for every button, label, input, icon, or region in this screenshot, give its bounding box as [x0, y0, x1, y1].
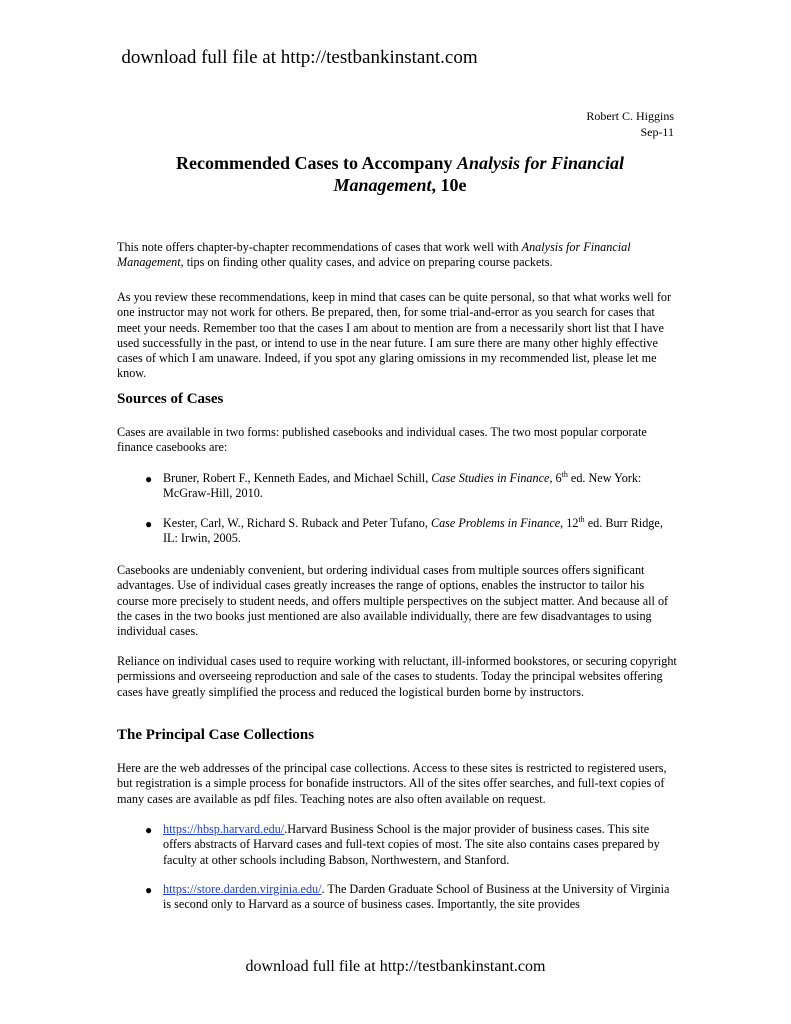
darden-description: . The Darden Graduate School of Business at the University of Virginia is second only to Harvard as a source of business cases. Importantly, the site provides — [163, 882, 670, 912]
harvard-description: .Harvard Business School is the major provider of business cases. This site offers abstracts of Harvard cases and full-text copies of most. The site also contains cases prepared by faculty at other schools including Babson, Northwestern, and Stanford. — [163, 822, 660, 867]
intro-paragraph-1 — [117, 240, 677, 271]
intro-book-name: Analysis for Financial Management — [117, 240, 631, 270]
sources-paragraph-1: Cases are available in two forms: published casebooks and individual cases. The two most popular corporate finance casebooks are: — [117, 425, 647, 455]
section-heading-collections: The Principal Case Collections — [117, 727, 315, 743]
bullet-icon: ● — [145, 472, 153, 486]
bullet-icon: ● — [145, 517, 153, 531]
document-title — [160, 152, 640, 196]
casebook-2-authors: Kester, Carl, W., Richard S. Ruback and Peter Tufano, — [163, 516, 431, 530]
sources-paragraph-2: Casebooks are undeniably convenient, but ordering individual cases from multiple sources offers significant advantages. Use of individual cases greatly increases the range of options, enables the instructor to tailor his course more precisely to student needs, and offers multiple perspectives on the subject matter. And because all of the cases in the two books just mentioned are also available individually, there are few disadvantages to using individual cases. — [117, 563, 669, 639]
intro-text-b: , tips on finding other quality cases, and advice on preparing course packets. — [180, 255, 553, 270]
casebook-2-title: Case Problems in Finance — [430, 516, 561, 530]
bottom-banner: download full file at http://testbankinstant.com — [245, 958, 546, 975]
casebook-1-title: Case Studies in Finance — [431, 471, 550, 485]
author-block — [586, 108, 674, 140]
casebook-2-edition: , 12 — [560, 516, 579, 530]
bullet-icon: ● — [145, 883, 153, 897]
casebook-item-1 — [163, 471, 678, 502]
sources-paragraph-3: Reliance on individual cases used to require working with reluctant, ill-informed bookstores, or securing copyright permissions and overseeing reproduction and sale of the cases to students. Today the principal websites offering cases have greatly simplified the process and reduced the logistical burden borne by instructors. — [117, 654, 677, 699]
bullet-icon: ● — [145, 823, 153, 837]
casebook-1-publisher: ed. New York: McGraw-Hill, 2010. — [163, 471, 642, 501]
collections-paragraph-1: Here are the web addresses of the principal case collections. Access to these sites is restricted to registered users, but registration is a simple process for bonafide instructors. All of the sites offer searches, and full-text copies of many cases are available as pdf files. Teaching notes are also often available on request. — [117, 761, 667, 806]
casebook-2-publisher: ed. Burr Ridge, IL: Irwin, 2005. — [163, 516, 663, 546]
casebook-1-edition: , 6 — [549, 471, 562, 485]
author-date: Sep-11 — [640, 125, 674, 139]
casebook-2-edition-suffix: th — [578, 514, 585, 524]
collection-item-harvard — [163, 822, 678, 868]
title-text: Recommended Cases to Accompany — [175, 153, 457, 173]
title-edition: , 10e — [431, 175, 467, 195]
collection-item-darden — [163, 882, 678, 913]
top-banner: download full file at http://testbankinstant.com — [121, 47, 478, 68]
casebook-item-2 — [163, 516, 678, 547]
title-book-name: Analysis for Financial Management — [333, 153, 624, 195]
harvard-link[interactable]: https://hbsp.harvard.edu/ — [163, 822, 285, 836]
author-name: Robert C. Higgins — [586, 109, 674, 123]
section-heading-sources: Sources of Cases — [117, 391, 224, 407]
casebook-1-authors: Bruner, Robert F., Kenneth Eades, and Michael Schill, — [163, 471, 432, 485]
intro-text-a: This note offers chapter-by-chapter recommendations of cases that work well with — [117, 240, 522, 254]
casebook-1-edition-suffix: th — [561, 469, 568, 479]
intro-paragraph-2: As you review these recommendations, keep in mind that cases can be quite personal, so that what works well for one instructor may not work for others. Be prepared, then, for some trial-and-error as you search for cases that meet your needs. Remember too that the cases I am about to mention are from a necessarily short list that I have used successfully in the past, or intend to use in the near future. I am sure there are many other highly effective cases of which I am unaware. Indeed, if you spot any glaring omissions in my recommended list, please let me know. — [117, 290, 672, 381]
darden-link[interactable]: https://store.darden.virginia.edu/ — [163, 882, 322, 896]
